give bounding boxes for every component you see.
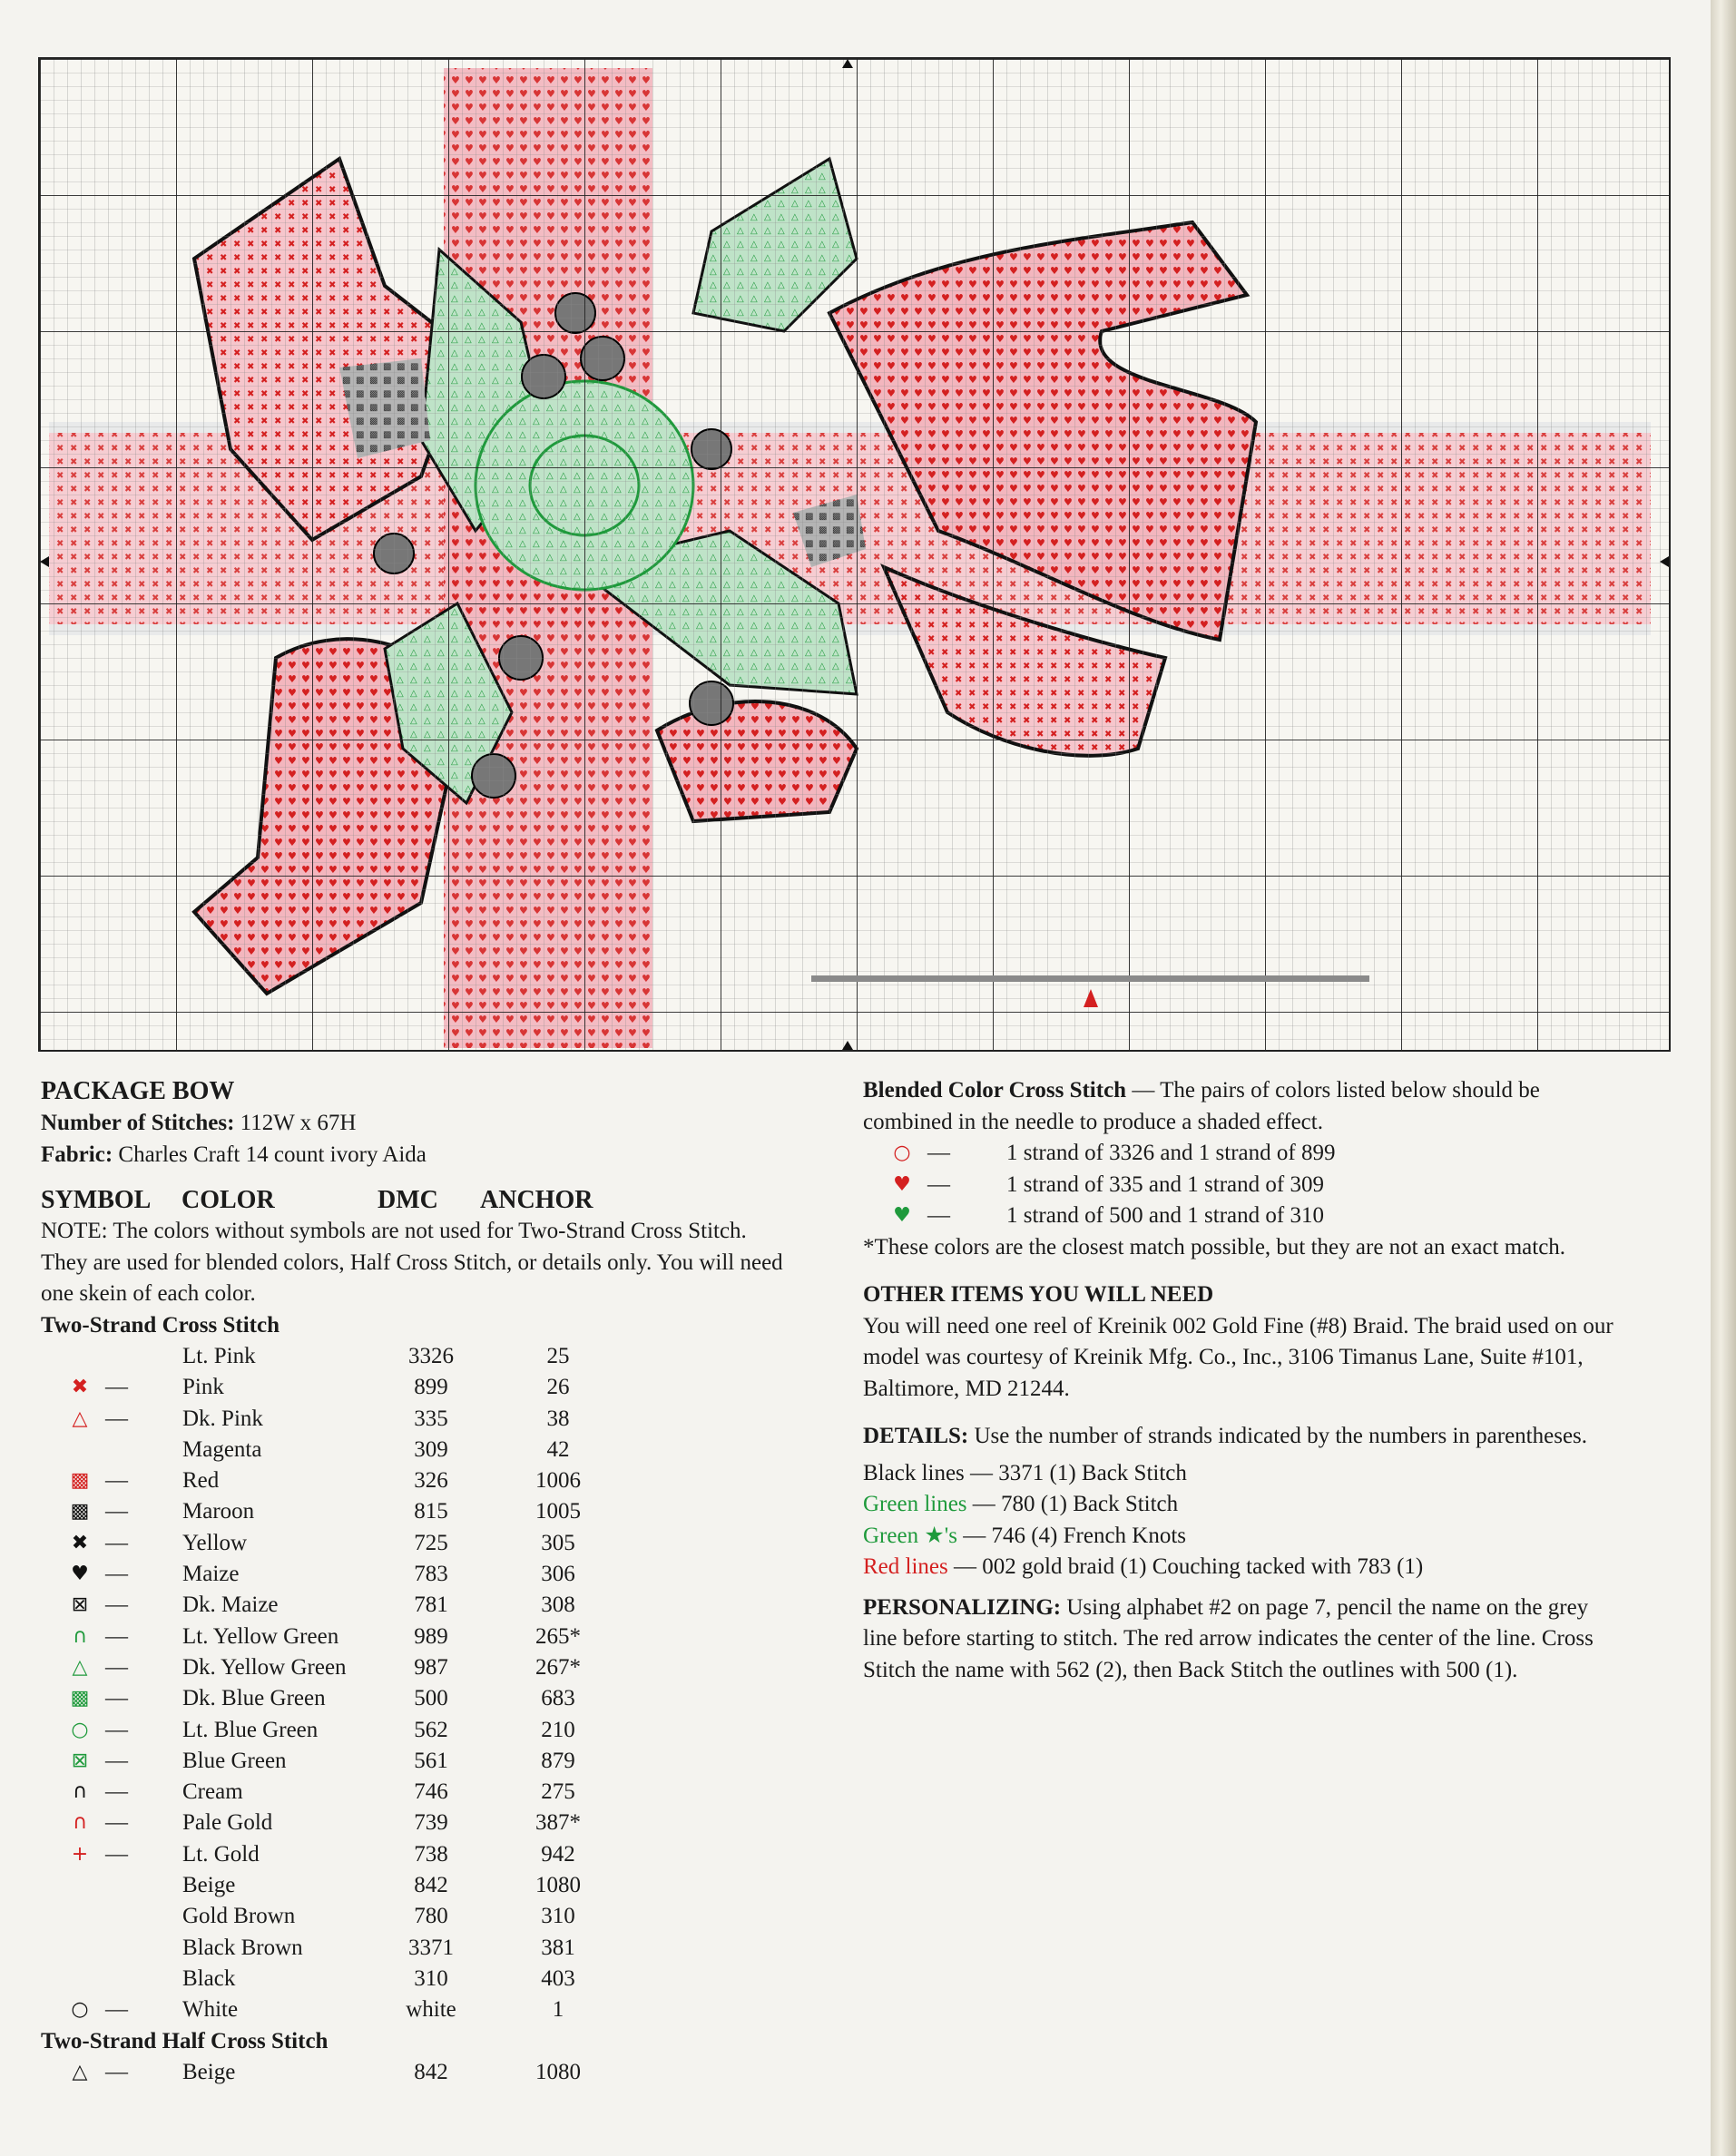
dmc-number: 3326 [408, 1344, 454, 1368]
dmc-number: 783 [414, 1562, 448, 1587]
dmc-number: 326 [414, 1468, 448, 1494]
anchor-number: 1006 [535, 1468, 581, 1494]
anchor-number: 683 [541, 1686, 575, 1711]
blend-text: 1 strand of 500 and 1 strand of 310 [1006, 1203, 1324, 1228]
dmc-number: 738 [414, 1841, 448, 1867]
two-strand-row [41, 1933, 794, 1964]
anchor-number: 310 [541, 1904, 575, 1929]
anchor-number: 308 [541, 1592, 575, 1618]
two-strand-row [41, 1496, 794, 1527]
dmc-number: 739 [414, 1810, 448, 1836]
dmc-number: 842 [414, 2060, 448, 2085]
color-key-column [41, 1075, 794, 2088]
stitch-symbol-icon: △ [72, 2061, 88, 2084]
row-dash: — [105, 1717, 128, 1742]
half-cross-list [41, 2057, 794, 2088]
dmc-number: 746 [414, 1779, 448, 1805]
two-strand-row [41, 1683, 794, 1714]
anchor-number: 1 [552, 1997, 564, 2023]
blended-row [863, 1200, 1616, 1232]
color-name: Red [182, 1468, 220, 1494]
color-name: Beige [182, 1873, 236, 1898]
key-note: NOTE: The colors without symbols are not used for Two-Strand Cross Stitch. They are used for blended colors, Half Cross Stitch, or details only. You will need one skein of each color. [41, 1219, 783, 1306]
color-name: Cream [182, 1779, 243, 1805]
detail-line [863, 1521, 1616, 1553]
anchor-number: 267* [535, 1654, 581, 1680]
color-name: Pale Gold [182, 1810, 273, 1836]
dmc-number: 310 [414, 1965, 448, 1991]
anchor-number: 879 [541, 1748, 575, 1773]
row-dash: — [105, 1623, 128, 1649]
stitch-symbol-icon: ▩ [70, 1500, 90, 1524]
two-strand-row [41, 1435, 794, 1465]
dmc-number: 500 [414, 1686, 448, 1711]
blend-symbol-icon: ♥ [893, 1172, 911, 1196]
row-dash: — [927, 1141, 950, 1165]
key-header: SYMBOL COLOR DMC ANCHOR [41, 1186, 593, 1214]
row-dash: — [105, 2060, 128, 2085]
stitch-symbol-icon: ○ [71, 1718, 89, 1741]
two-strand-row [41, 1901, 794, 1932]
stitch-symbol-icon: ∩ [72, 1624, 88, 1648]
blended-row [863, 1170, 1616, 1201]
two-strand-row [41, 1372, 794, 1403]
fabric-line: Fabric: Charles Craft 14 count ivory Aida [41, 1142, 427, 1167]
stitch-symbol-icon: △ [72, 1406, 88, 1430]
stitch-symbol-icon: ▩ [70, 1469, 90, 1493]
two-strand-row [41, 1839, 794, 1870]
color-name: Lt. Blue Green [182, 1717, 319, 1742]
color-name: Magenta [182, 1436, 262, 1462]
blend-symbol-icon: ♥ [893, 1204, 911, 1227]
personalizing-text: PERSONALIZING: Using alphabet #2 on page 7, pencil the name on the grey line before starting to stitch. The red arrow indicates the center of the line. Cross Stitch the name with 562 (2), then Back Stitch the outlines with 500 (1). [863, 1594, 1594, 1682]
dmc-number: 780 [414, 1904, 448, 1929]
personalization-line [811, 975, 1369, 982]
anchor-number: 1005 [535, 1499, 581, 1524]
color-name: Lt. Gold [182, 1841, 260, 1867]
instructions-column [863, 1075, 1616, 1686]
row-dash: — [105, 1841, 128, 1867]
color-name: Pink [182, 1375, 224, 1400]
anchor-number: 1080 [535, 2060, 581, 2085]
anchor-number: 403 [541, 1965, 575, 1991]
blended-list [863, 1138, 1616, 1232]
two-strand-row [41, 1715, 794, 1746]
other-items-text: You will need one reel of Kreinik 002 Gold Fine (#8) Braid. The braid used on our model was courtesy of Kreinik Mfg. Co., Inc., 3106 Timanus Lane, Suite #101, Baltimore, MD 21244. [863, 1313, 1613, 1401]
dmc-number: white [406, 1997, 456, 2023]
two-strand-row [41, 1404, 794, 1435]
dmc-number: 309 [414, 1436, 448, 1462]
row-dash: — [105, 1406, 128, 1431]
anchor-number: 210 [541, 1717, 575, 1742]
anchor-number: 942 [541, 1841, 575, 1867]
anchor-number: 1080 [535, 1873, 581, 1898]
half-cross-title: Two-Strand Half Cross Stitch [41, 2028, 329, 2053]
row-dash: — [105, 1748, 128, 1773]
anchor-number: 387* [535, 1810, 581, 1836]
page-edge [1711, 0, 1736, 2156]
anchor-number: 38 [546, 1406, 570, 1431]
row-dash: — [105, 1530, 128, 1555]
stitch-symbol-icon: ○ [71, 1998, 89, 2022]
dmc-number: 899 [414, 1375, 448, 1400]
row-dash: — [105, 1562, 128, 1587]
row-dash: — [105, 1686, 128, 1711]
blend-text: 1 strand of 3326 and 1 strand of 899 [1006, 1141, 1336, 1165]
detail-label: Red lines [863, 1554, 948, 1579]
color-name: Maize [182, 1562, 240, 1587]
detail-line [863, 1552, 1616, 1583]
anchor-number: 305 [541, 1530, 575, 1555]
dmc-number: 842 [414, 1873, 448, 1898]
stitch-symbol-icon: ♥ [71, 1563, 89, 1586]
dmc-number: 562 [414, 1717, 448, 1742]
stitch-symbol-icon: △ [72, 1655, 88, 1679]
details-intro: DETAILS: Use the number of strands indicated by the numbers in parentheses. [863, 1424, 1588, 1448]
anchor-number: 275 [541, 1779, 575, 1805]
detail-label: Green lines [863, 1492, 967, 1516]
two-strand-row [41, 1652, 794, 1683]
row-dash: — [105, 1499, 128, 1524]
two-strand-row [41, 1994, 794, 2025]
dmc-number: 561 [414, 1748, 448, 1773]
stitch-symbol-icon: + [71, 1842, 89, 1866]
dmc-number: 3371 [408, 1935, 454, 1960]
color-name: Yellow [182, 1530, 248, 1555]
color-name: Dk. Pink [182, 1406, 263, 1431]
color-name: Maroon [182, 1499, 255, 1524]
row-dash: — [105, 1468, 128, 1494]
row-dash: — [927, 1203, 950, 1228]
two-strand-row [41, 1465, 794, 1496]
anchor-number: 25 [546, 1344, 570, 1368]
color-name: Dk. Blue Green [182, 1686, 326, 1711]
half-cross-row [41, 2057, 794, 2088]
row-dash: — [105, 1592, 128, 1618]
stitch-symbol-icon: ∩ [72, 1811, 88, 1835]
blend-symbol-icon: ○ [893, 1142, 911, 1164]
detail-label: Black lines [863, 1460, 965, 1485]
stitch-symbol-icon: ⊠ [71, 1593, 89, 1617]
two-strand-list [41, 1341, 794, 2026]
detail-line [863, 1458, 1616, 1490]
detail-text: — 780 (1) Back Stitch [966, 1492, 1179, 1516]
color-name: Dk. Maize [182, 1592, 279, 1618]
blended-intro: Blended Color Cross Stitch — The pairs of colors listed below should be combined in the needle to produce a shaded effect. [863, 1078, 1540, 1134]
stitch-symbol-icon: ⊠ [71, 1749, 89, 1772]
two-strand-row [41, 1559, 794, 1590]
color-name: Beige [182, 2060, 236, 2085]
color-name: Black [182, 1965, 236, 1991]
stitch-symbol-icon: ▩ [70, 1687, 90, 1710]
blend-text: 1 strand of 335 and 1 strand of 309 [1006, 1171, 1324, 1197]
other-items-title: OTHER ITEMS YOU WILL NEED [863, 1282, 1214, 1307]
color-name: White [182, 1997, 239, 2023]
color-name: Dk. Yellow Green [182, 1654, 347, 1680]
two-strand-row [41, 1808, 794, 1838]
stitch-symbol-icon: ✖ [71, 1531, 89, 1554]
blended-row [863, 1138, 1616, 1170]
dmc-number: 781 [414, 1592, 448, 1618]
row-dash: — [105, 1375, 128, 1400]
two-strand-row [41, 1964, 794, 1994]
color-name: Blue Green [182, 1748, 287, 1773]
pattern-title: PACKAGE BOW [41, 1077, 235, 1105]
row-dash: — [105, 1654, 128, 1680]
color-name: Lt. Pink [182, 1344, 256, 1368]
two-strand-row [41, 1777, 794, 1808]
anchor-number: 381 [541, 1935, 575, 1960]
stitch-symbol-icon: ✖ [71, 1376, 89, 1399]
two-strand-row [41, 1590, 794, 1621]
two-strand-row [41, 1746, 794, 1777]
anchor-number: 26 [546, 1375, 570, 1400]
detail-text: — 3371 (1) Back Stitch [964, 1460, 1187, 1485]
color-name: Black Brown [182, 1935, 303, 1960]
anchor-number: 265* [535, 1623, 581, 1649]
detail-text: — 746 (4) French Knots [956, 1523, 1187, 1548]
detail-line [863, 1489, 1616, 1521]
color-name: Gold Brown [182, 1904, 296, 1929]
detail-text: — 002 gold braid (1) Couching tacked with 783 (1) [947, 1554, 1424, 1579]
closest-match-note: *These colors are the closest match possible, but they are not an exact match. [863, 1234, 1566, 1259]
dmc-number: 987 [414, 1654, 448, 1680]
dmc-number: 335 [414, 1406, 448, 1431]
anchor-number: 306 [541, 1562, 575, 1587]
two-strand-title: Two-Strand Cross Stitch [41, 1312, 280, 1338]
anchor-number: 42 [546, 1436, 570, 1462]
row-dash: — [105, 1997, 128, 2023]
detail-label: Green ★'s [863, 1523, 957, 1548]
row-dash: — [105, 1810, 128, 1836]
stitch-symbol-icon: ∩ [72, 1780, 88, 1804]
chart-graphic [40, 59, 1669, 1050]
color-name: Lt. Yellow Green [182, 1623, 339, 1649]
dmc-number: 815 [414, 1499, 448, 1524]
details-list [863, 1458, 1616, 1583]
row-dash: — [927, 1171, 950, 1197]
stitch-count: Number of Stitches: 112W x 67H [41, 1111, 357, 1135]
dmc-number: 725 [414, 1530, 448, 1555]
two-strand-row [41, 1528, 794, 1559]
two-strand-row [41, 1622, 794, 1652]
two-strand-row [41, 1870, 794, 1901]
two-strand-row [41, 1341, 794, 1372]
cross-stitch-chart [38, 57, 1671, 1052]
row-dash: — [105, 1779, 128, 1805]
dmc-number: 989 [414, 1623, 448, 1649]
